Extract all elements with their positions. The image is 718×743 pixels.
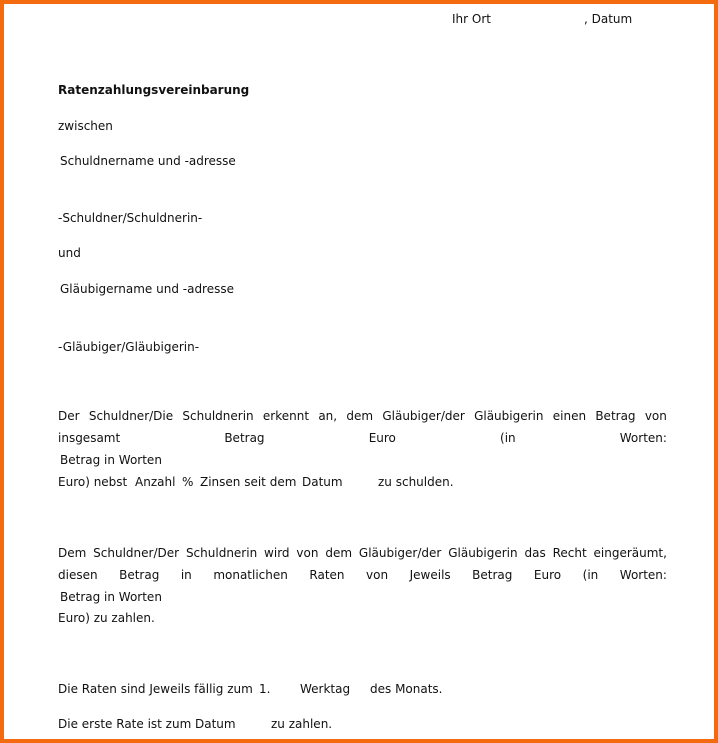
paragraph2-line4: Euro) zu zahlen. <box>58 611 155 625</box>
word: Der <box>58 409 80 423</box>
place-field: Ihr Ort <box>452 12 491 26</box>
and-text: und <box>58 246 81 260</box>
paragraph1-line2 <box>58 431 667 445</box>
debtor-role-label: -Schuldner/Schuldnerin- <box>58 211 203 225</box>
debtor-name-field: Schuldnername und -adresse <box>60 154 236 168</box>
word: (in <box>500 431 516 445</box>
interest-date-field: Datum <box>302 475 343 489</box>
word: diesen <box>58 568 98 582</box>
between-text: zwischen <box>58 119 113 133</box>
word: insgesamt <box>58 431 121 445</box>
word: Worten: <box>619 431 667 445</box>
percent-sign: % <box>182 475 194 489</box>
due-text: Die Raten sind Jeweils fällig zum <box>58 682 253 696</box>
paragraph2-line1 <box>58 546 667 560</box>
word: Schuldner/Die <box>88 409 174 423</box>
amount-in-words-field: Betrag in Worten <box>60 453 162 467</box>
creditor-name-field: Gläubigername und -adresse <box>60 282 234 296</box>
first-rate-text: Die erste Rate ist zum <box>58 717 192 731</box>
word: von <box>644 409 667 423</box>
document-title: Ratenzahlungsvereinbarung <box>58 83 250 97</box>
word: dem <box>346 409 374 423</box>
word: Gläubigerin <box>474 409 544 423</box>
paragraph2-line2 <box>58 568 667 582</box>
word: Recht <box>552 546 587 560</box>
installment-amount-field: Betrag <box>472 568 513 582</box>
word: wird <box>264 546 290 560</box>
word: Schuldnerin <box>185 546 258 560</box>
word: Euro <box>533 568 562 582</box>
amount-field: Betrag <box>224 431 265 445</box>
word: einen <box>552 409 587 423</box>
word: Gläubigerin <box>448 546 518 560</box>
word: dem <box>325 546 353 560</box>
paragraph1-line4-mid: Zinsen seit dem <box>200 475 297 489</box>
first-rate-date-field: Datum <box>195 717 236 731</box>
word: von <box>366 568 389 582</box>
word: Raten <box>309 568 345 582</box>
word: Euro <box>368 431 396 445</box>
first-rate-end-text: zu zahlen. <box>271 717 333 731</box>
word: eingeräumt, <box>593 546 667 560</box>
word: das <box>524 546 546 560</box>
word: Schuldnerin <box>182 409 254 423</box>
interest-rate-field: Anzahl <box>135 475 176 489</box>
word: Dem <box>58 546 87 560</box>
paragraph1-line4-start: Euro) nebst <box>58 475 128 489</box>
workday-number-field: 1. <box>259 682 271 696</box>
word: (in <box>582 568 599 582</box>
word: Gläubiger/der <box>358 546 442 560</box>
word: an, <box>318 409 338 423</box>
word: in <box>180 568 192 582</box>
word: Betrag <box>595 409 636 423</box>
word: Worten: <box>619 568 667 582</box>
word: Betrag <box>119 568 160 582</box>
paragraph1-line1 <box>58 409 667 423</box>
word: erkennt <box>262 409 310 423</box>
word: von <box>296 546 319 560</box>
word: monatlichen <box>213 568 288 582</box>
installment-in-words-field: Betrag in Worten <box>60 590 162 604</box>
paragraph1-line4-end: zu schulden. <box>378 475 454 489</box>
workday-text: Werktag <box>300 682 351 696</box>
word: Jeweils <box>409 568 451 582</box>
month-text: des Monats. <box>370 682 443 696</box>
date-field: , Datum <box>584 12 633 26</box>
creditor-role-label: -Gläubiger/Gläubigerin- <box>58 340 200 354</box>
word: Schuldner/Der <box>93 546 180 560</box>
word: Gläubiger/der <box>382 409 465 423</box>
